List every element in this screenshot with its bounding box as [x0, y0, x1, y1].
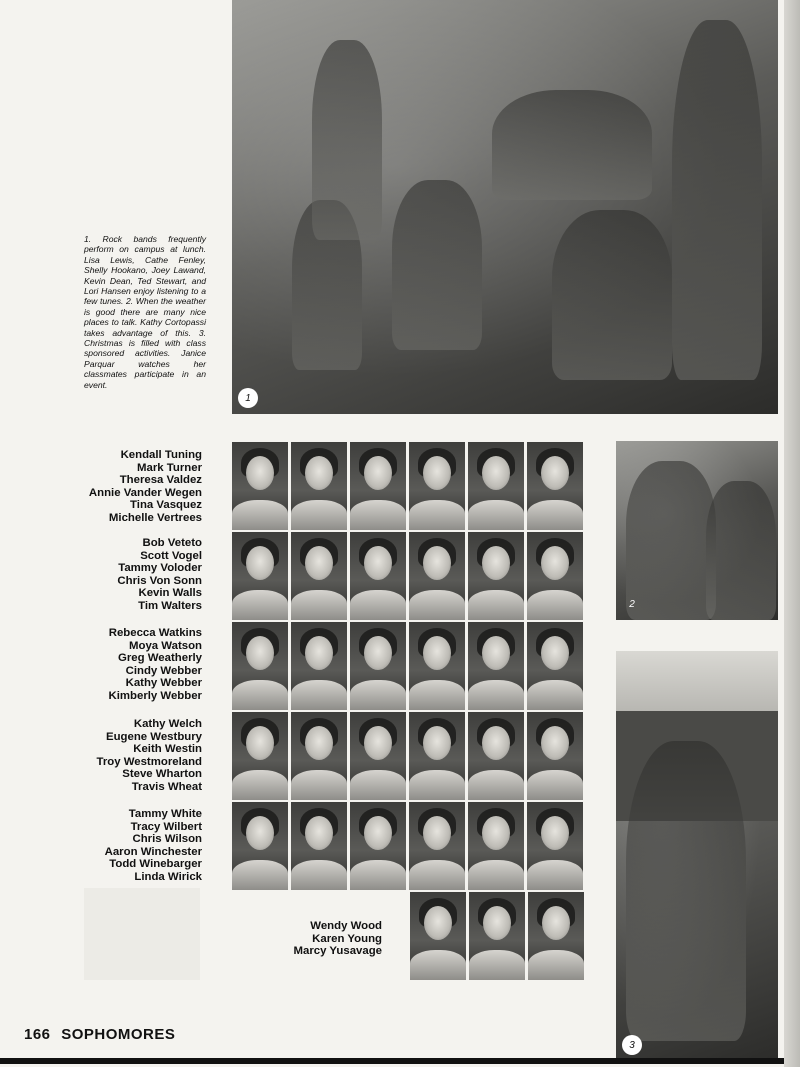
portrait-photo [291, 712, 347, 800]
student-name: Keith Westin [133, 743, 202, 756]
photo-number-1: 1 [238, 388, 258, 408]
portrait-photo [409, 442, 465, 530]
photo-lunch-band [232, 0, 778, 414]
photo-number-2: 2 [629, 598, 635, 610]
page-number: 166 [24, 1026, 51, 1043]
student-name: Annie Vander Wegen [88, 486, 202, 499]
student-name: Michelle Vertrees [108, 511, 202, 524]
student-name: Marcy Yusavage [293, 945, 382, 958]
photo-christmas-event [616, 651, 778, 1061]
portrait-photo [350, 802, 406, 890]
student-name: Mark Turner [137, 461, 202, 474]
portrait-photo [410, 892, 466, 980]
portrait-photo [291, 622, 347, 710]
portrait-photo [350, 442, 406, 530]
portrait-row-5 [232, 802, 583, 890]
page-edge [784, 0, 800, 1067]
student-name: Steve Wharton [122, 768, 202, 781]
student-name: Chris Wilson [132, 833, 202, 846]
name-list-3 [60, 627, 202, 703]
portrait-row-6 [410, 892, 584, 980]
student-name: Travis Wheat [131, 780, 202, 793]
name-list-5 [60, 808, 202, 884]
student-name: Moya Watson [129, 639, 202, 652]
student-name: Greg Weatherly [118, 652, 202, 665]
portrait-photo [468, 442, 524, 530]
photo-number-3: 3 [622, 1035, 642, 1055]
student-name: Tim Walters [138, 599, 202, 612]
student-name: Aaron Winchester [104, 845, 202, 858]
student-name: Tammy White [128, 808, 202, 820]
portrait-row-4 [232, 712, 583, 800]
portrait-photo [527, 712, 583, 800]
student-name: Kimberly Webber [108, 689, 202, 702]
page-folio [24, 1026, 175, 1043]
portrait-photo [232, 622, 288, 710]
portrait-photo [291, 802, 347, 890]
name-list-6 [240, 920, 382, 958]
student-name: Theresa Valdez [119, 474, 202, 487]
student-name: Tina Vasquez [130, 499, 202, 512]
portrait-photo [291, 532, 347, 620]
portrait-photo [527, 532, 583, 620]
bottom-rule [0, 1058, 800, 1064]
photo-caption: 1. Rock bands frequently perform on campus at lunch. Lisa Lewis, Cathe Fenley, Shelly Hookano, Joey Lawand, Kevin Dean, Ted Stewart, and Lori Hansen enjoy listening to a few tunes. 2. When the weather is good there are many nice places to talk. Kathy Cortopassi takes advantage of this. 3. Christmas is filled with class sponsored activities. Janice Parquar watches her classmates participate in an event. [84, 234, 206, 390]
portrait-row-1 [232, 442, 583, 530]
student-name: Todd Winebarger [109, 858, 202, 871]
student-name: Linda Wirick [134, 870, 202, 883]
portrait-photo [409, 622, 465, 710]
student-name: Kevin Walls [138, 587, 202, 600]
student-name: Troy Westmoreland [96, 755, 202, 768]
empty-photo-area [84, 888, 200, 980]
portrait-row-3 [232, 622, 583, 710]
portrait-photo [527, 802, 583, 890]
student-name: Wendy Wood [310, 920, 382, 932]
student-name: Kathy Webber [125, 677, 202, 690]
student-name: Tracy Wilbert [130, 820, 202, 833]
portrait-photo [469, 892, 525, 980]
section-title: SOPHOMORES [61, 1026, 176, 1043]
student-name: Cindy Webber [125, 664, 202, 677]
student-name: Karen Young [312, 932, 382, 945]
portrait-photo [232, 712, 288, 800]
portrait-photo [468, 622, 524, 710]
student-name: Bob Veteto [142, 537, 202, 549]
student-name: Tammy Voloder [118, 562, 202, 575]
portrait-photo [409, 532, 465, 620]
photo-talking [616, 441, 778, 620]
name-list-1 [60, 449, 202, 525]
portrait-photo [409, 802, 465, 890]
name-list-4 [60, 718, 202, 794]
portrait-photo [291, 442, 347, 530]
student-name: Kathy Welch [133, 718, 202, 730]
student-name: Kendall Tuning [120, 449, 202, 461]
portrait-row-2 [232, 532, 583, 620]
portrait-photo [232, 802, 288, 890]
student-name: Rebecca Watkins [108, 627, 202, 639]
student-name: Eugene Westbury [106, 730, 202, 743]
portrait-photo [527, 622, 583, 710]
portrait-photo [527, 442, 583, 530]
portrait-photo [232, 442, 288, 530]
portrait-photo [350, 532, 406, 620]
name-list-2 [60, 537, 202, 613]
portrait-photo [232, 532, 288, 620]
portrait-photo [468, 802, 524, 890]
portrait-photo [468, 712, 524, 800]
portrait-photo [350, 622, 406, 710]
portrait-photo [528, 892, 584, 980]
student-name: Scott Vogel [140, 549, 202, 562]
portrait-photo [350, 712, 406, 800]
portrait-photo [409, 712, 465, 800]
student-name: Chris Von Sonn [117, 574, 202, 587]
portrait-photo [468, 532, 524, 620]
